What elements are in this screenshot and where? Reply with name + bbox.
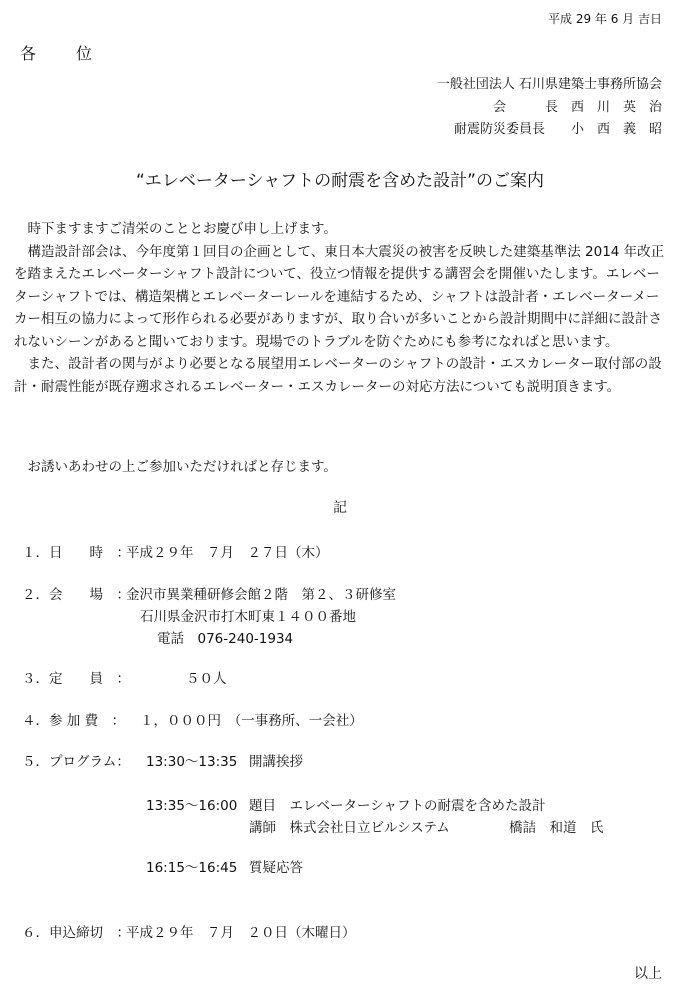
greeting-paragraph: 時下ますますご清栄のこととお慶び申し上げます。: [27, 221, 337, 237]
item-date-label: １．日 時 ：: [22, 545, 130, 561]
issue-date: 平成 29 年 6 月 吉日: [548, 12, 662, 26]
program-lecturer-name: 橋詰 和道 氏: [509, 820, 604, 836]
item-capacity-value: ５０人: [186, 671, 227, 687]
program-time-1: 13:30～13:35: [146, 754, 238, 770]
item-capacity-label: ３．定 員 ：: [22, 671, 130, 687]
program-desc-1: 開講挨拶: [249, 754, 303, 770]
program-subject: 題目 エレベーターシャフトの耐震を含めた設計: [249, 798, 546, 814]
item-deadline-value: 平成２９年 ７月 ２０日（木曜日）: [126, 925, 356, 941]
purpose-paragraph: 構造設計部会は、今年度第１回目の企画として、東日本大震災の被害を反映した建築基準法 2014 年改正を踏まえたエレベーターシャフト設計について、役立つ情報を提供する講習会を開催いたします。エレベーターシャフトでは、構造架構とエレベーターレールを連結するため、シャフトは設計者・エレベーターメーカー相互の協力によって形作られる必要がありますが、取り合いが多いことから設計期間中に詳細に設計されないシーンがあると聞いております。現場でのトラブルを防ぐためにも参考になればと思います。: [14, 243, 665, 350]
item-fee: [0, 709, 680, 729]
document-title: “エレベーターシャフトの耐震を含めた設計”のご案内: [136, 171, 544, 191]
item-venue-address: 石川県金沢市打木町東１４００番地: [140, 609, 356, 625]
program-desc-3: 質疑応答: [249, 860, 303, 876]
item-venue-name: 金沢市異業種研修会館２階 第２、３研修室: [126, 587, 396, 603]
item-fee-label: ４．参 加 費 ：: [22, 713, 126, 729]
item-capacity: [0, 667, 680, 687]
item-venue: [0, 583, 680, 647]
sender-committee-chair: 耐震防災委員長 小 西 義 昭: [453, 122, 662, 137]
item-deadline: [0, 921, 680, 941]
item-date-value: 平成２９年 ７月 ２７日（木）: [126, 545, 329, 561]
sender-organization: 一般社団法人 石川県建築士事務所協会: [436, 77, 662, 92]
item-venue-label: ２．会 場 ：: [22, 587, 130, 603]
program-time-3: 16:15～16:45: [146, 860, 238, 876]
invitation-text: お誘いあわせの上ご参加いただければと存じます。: [27, 459, 337, 475]
sender-president: 会 長 西 川 英 治: [492, 100, 662, 115]
addressee: 各位: [20, 44, 133, 63]
ki-heading: 記: [333, 500, 347, 516]
item-fee-value: １，０００円 （一事務所、一会社）: [140, 713, 363, 729]
additional-paragraph: また、設計者の関与がより必要となる展望用エレベーターのシャフトの設計・エスカレーター取付部の設計・耐震性能が既存遡求されるエレベーター・エスカレーターの対応方法についても説明頂きます。: [14, 356, 662, 395]
item-program: [0, 750, 680, 880]
item-venue-phone: 電話 076-240-1934: [157, 631, 294, 647]
item-deadline-label: ６．申込締切 ：: [22, 925, 130, 941]
program-time-2: 13:35～16:00: [146, 798, 238, 814]
program-lecturer: 講師 株式会社日立ビルシステム: [249, 820, 450, 836]
body-text: [14, 218, 666, 398]
closing-mark: 以上: [634, 966, 662, 982]
item-date: [0, 541, 680, 561]
item-program-label: ５．プログラム：: [22, 754, 130, 770]
